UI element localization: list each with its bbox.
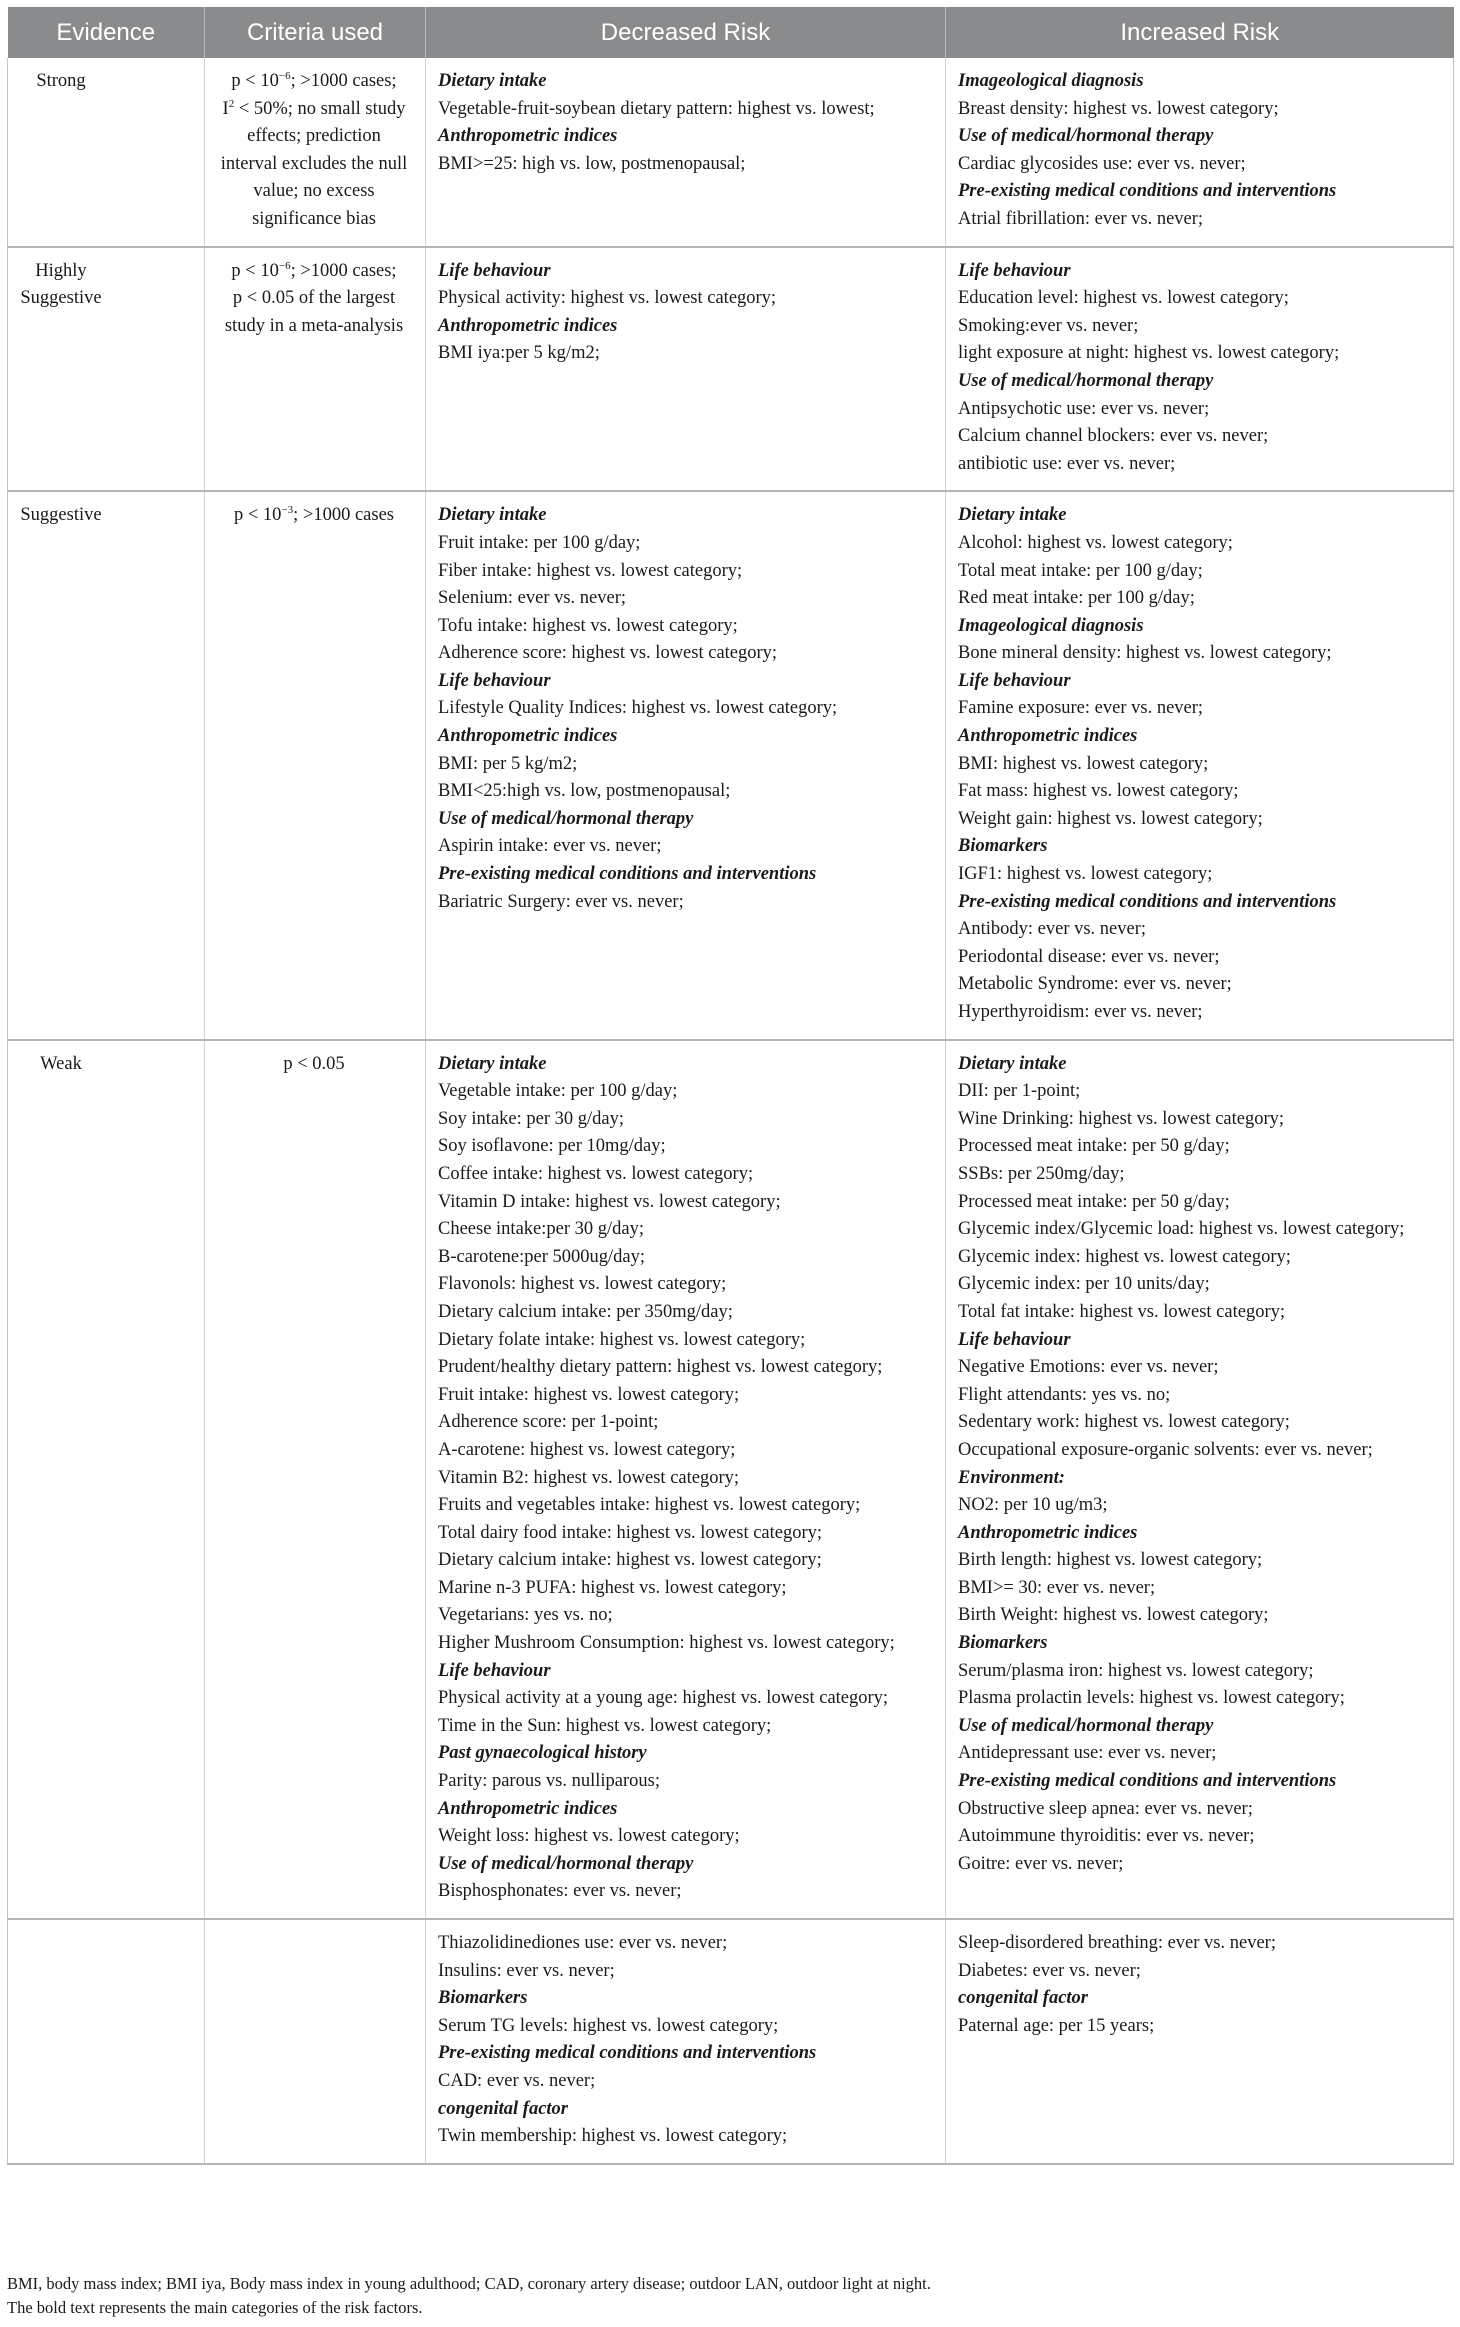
criteria-i2-exponent: 2 (228, 97, 235, 110)
risk-category-heading: congenital factor (438, 2098, 569, 2119)
risk-category-heading: Biomarkers (958, 1633, 1048, 1654)
risk-factor-item: BMI: highest vs. lowest category; (958, 753, 1209, 774)
risk-factor-item: A-carotene: highest vs. lowest category; (438, 1439, 736, 1460)
risk-category-heading: Use of medical/hormonal therapy (438, 1853, 694, 1874)
risk-factor-item: antibiotic use: ever vs. never; (958, 453, 1176, 474)
risk-factor-item: Adherence score: highest vs. lowest category; (438, 643, 778, 664)
criteria-p-exponent: −6 (278, 259, 291, 272)
risk-factor-item: Dietary calcium intake: per 350mg/day; (438, 1301, 733, 1322)
risk-factor-item: Glycemic index: highest vs. lowest category; (958, 1246, 1291, 1267)
header-evidence: Evidence (8, 7, 205, 58)
risk-category-heading: Life behaviour (958, 670, 1071, 691)
table-header (8, 7, 1454, 58)
risk-category-heading: Dietary intake (438, 71, 547, 91)
risk-factor-item: Paternal age: per 15 years; (958, 2015, 1155, 2036)
risk-factor-item: Antidepressant use: ever vs. never; (958, 1743, 1217, 1764)
risk-factor-item: Weight gain: highest vs. lowest category; (958, 808, 1263, 829)
criteria-cases: ; >1000 cases; (290, 71, 397, 91)
risk-category-heading: Dietary intake (958, 505, 1067, 526)
risk-factor-item: Serum/plasma iron: highest vs. lowest category; (958, 1660, 1314, 1681)
risk-factor-item: Alcohol: highest vs. lowest category; (958, 532, 1233, 553)
risk-factor-item: Soy isoflavone: per 10mg/day; (438, 1136, 666, 1157)
decreased-risk-cell (426, 1040, 946, 1919)
evidence-label: Strong (36, 71, 86, 91)
criteria-p: p < 10 (233, 505, 282, 526)
criteria-cases: ; >1000 cases; (290, 260, 397, 281)
risk-category-heading: Imageological diagnosis (958, 615, 1144, 636)
risk-factor-item: Flight attendants: yes vs. no; (958, 1384, 1171, 1405)
risk-factor-item: BMI<25:high vs. low, postmenopausal; (438, 781, 731, 802)
risk-category-heading: Pre-existing medical conditions and interventions (958, 891, 1337, 912)
risk-category-heading: Anthropometric indices (438, 315, 618, 336)
risk-factor-item: Atrial fibrillation: ever vs. never; (958, 208, 1204, 229)
risk-factor-item: Glycemic index: per 10 units/day; (958, 1274, 1210, 1295)
increased-risk-cell (946, 1040, 1454, 1919)
risk-factor-item: SSBs: per 250mg/day; (958, 1163, 1125, 1184)
risk-factor-item: Dietary folate intake: highest vs. lowest category; (438, 1329, 806, 1350)
risk-factor-item: Coffee intake: highest vs. lowest category; (438, 1163, 754, 1184)
evidence-cell (8, 247, 205, 492)
risk-category-heading: Life behaviour (958, 1329, 1071, 1350)
risk-category-heading: Use of medical/hormonal therapy (958, 1715, 1214, 1736)
risk-category-heading: Anthropometric indices (958, 726, 1138, 747)
risk-factor-item: Vegetable-fruit-soybean dietary pattern: highest vs. lowest; (438, 98, 875, 119)
decreased-risk-cell (426, 1919, 946, 2164)
risk-factor-item: Vegetarians: yes vs. no; (438, 1605, 613, 1626)
table-body (8, 58, 1454, 2164)
table-row (8, 1919, 1454, 2164)
risk-factor-item: Autoimmune thyroiditis: ever vs. never; (958, 1826, 1255, 1847)
risk-factor-item: Cardiac glycosides use: ever vs. never; (958, 153, 1246, 174)
risk-factor-item: Fruits and vegetables intake: highest vs. lowest category; (438, 1495, 861, 1516)
criteria-p: p < 10 (231, 71, 279, 91)
decreased-risk-cell (426, 491, 946, 1039)
header-decreased-risk: Decreased Risk (426, 7, 946, 58)
risk-factor-item: Fiber intake: highest vs. lowest category; (438, 560, 743, 581)
risk-factor-item: Plasma prolactin levels: highest vs. lowest category; (958, 1688, 1345, 1709)
table-row (8, 247, 1454, 492)
table-row (8, 491, 1454, 1039)
risk-category-heading: Use of medical/hormonal therapy (958, 126, 1214, 147)
risk-category-heading: Life behaviour (438, 260, 551, 281)
risk-factor-item: Antipsychotic use: ever vs. never; (958, 398, 1210, 419)
risk-factor-item: Adherence score: per 1-point; (438, 1412, 659, 1433)
risk-category-heading: Anthropometric indices (438, 726, 618, 747)
criteria-cases: ; >1000 cases (293, 505, 394, 526)
risk-factor-item: Famine exposure: ever vs. never; (958, 698, 1204, 719)
risk-factor-item: Physical activity at a young age: highest vs. lowest category; (438, 1688, 889, 1709)
risk-category-heading: congenital factor (958, 1988, 1089, 2009)
risk-factor-item: Birth Weight: highest vs. lowest category; (958, 1605, 1269, 1626)
evidence-cell (8, 491, 205, 1039)
risk-factor-item: Selenium: ever vs. never; (438, 588, 627, 609)
criteria-rest: < 50%; no small study effects; prediction interval excludes the null value; no excess significance bias (220, 98, 408, 229)
risk-factor-item: Bisphosphonates: ever vs. never; (438, 1881, 682, 1902)
footnote-bold-text: The bold text represents the main categories of the risk factors. (7, 2297, 423, 2317)
risk-factor-item: Diabetes: ever vs. never; (958, 1960, 1141, 1981)
risk-factor-item: Flavonols: highest vs. lowest category; (438, 1274, 727, 1295)
table-row (8, 1040, 1454, 1919)
risk-category-heading: Environment: (958, 1467, 1065, 1488)
risk-factor-item: BMI: per 5 kg/m2; (438, 753, 578, 774)
risk-factor-item: Cheese intake:per 30 g/day; (438, 1219, 645, 1240)
risk-factor-item: Higher Mushroom Consumption: highest vs. lowest category; (438, 1633, 895, 1654)
criteria-p: p < 10 (231, 260, 279, 281)
risk-factor-item: Bone mineral density: highest vs. lowest category; (958, 643, 1332, 664)
criteria-cell (205, 247, 426, 492)
risk-factor-item: Glycemic index/Glycemic load: highest vs. lowest category; (958, 1219, 1405, 1240)
footnote-abbreviations: BMI, body mass index; BMI iya, Body mass index in young adulthood; CAD, coronary artery disease; outdoor LAN, outdoor light at night. (7, 2274, 931, 2293)
table-row (8, 58, 1454, 247)
risk-factor-item: Vitamin B2: highest vs. lowest category; (438, 1467, 740, 1488)
risk-factor-item: Parity: parous vs. nulliparous; (438, 1771, 660, 1792)
risk-factor-item: Total fat intake: highest vs. lowest category; (958, 1301, 1285, 1322)
risk-factor-item: Serum TG levels: highest vs. lowest category; (438, 2015, 779, 2036)
risk-factor-item: BMI iya:per 5 kg/m2; (438, 343, 600, 364)
risk-factor-item: CAD: ever vs. never; (438, 2070, 596, 2091)
table-footnotes (7, 2272, 1453, 2319)
risk-factor-item: Total dairy food intake: highest vs. lowest category; (438, 1522, 823, 1543)
risk-category-heading: Imageological diagnosis (958, 71, 1144, 91)
risk-factor-item: Fruit intake: per 100 g/day; (438, 532, 641, 553)
risk-factor-item: light exposure at night: highest vs. lowest category; (958, 343, 1340, 364)
risk-category-heading: Anthropometric indices (438, 126, 618, 147)
decreased-risk-cell (426, 247, 946, 492)
risk-factor-item: Goitre: ever vs. never; (958, 1853, 1124, 1874)
increased-risk-cell (946, 491, 1454, 1039)
risk-factor-item: BMI>= 30: ever vs. never; (958, 1577, 1156, 1598)
risk-factor-item: Insulins: ever vs. never; (438, 1960, 615, 1981)
increased-risk-cell (946, 58, 1454, 247)
evidence-cell (8, 1919, 205, 2164)
risk-factor-item: Physical activity: highest vs. lowest category; (438, 288, 777, 309)
risk-factor-item: Breast density: highest vs. lowest category; (958, 98, 1279, 119)
risk-factor-item: Total meat intake: per 100 g/day; (958, 560, 1203, 581)
risk-factor-item: Metabolic Syndrome: ever vs. never; (958, 974, 1232, 995)
risk-category-heading: Life behaviour (438, 670, 551, 691)
criteria-p-exponent: −6 (278, 69, 291, 82)
risk-factor-item: Fat mass: highest vs. lowest category; (958, 781, 1239, 802)
risk-factor-item: Antibody: ever vs. never; (958, 919, 1147, 940)
evidence-label: Suggestive (20, 505, 102, 526)
risk-factor-item: Weight loss: highest vs. lowest category; (438, 1826, 740, 1847)
header-increased-risk: Increased Risk (946, 7, 1454, 58)
risk-factor-item: Soy intake: per 30 g/day; (438, 1108, 624, 1129)
risk-factor-item: Obstructive sleep apnea: ever vs. never; (958, 1798, 1253, 1819)
risk-category-heading: Dietary intake (438, 505, 547, 526)
increased-risk-cell (946, 247, 1454, 492)
risk-factor-item: Processed meat intake: per 50 g/day; (958, 1191, 1230, 1212)
risk-factor-item: Sedentary work: highest vs. lowest category; (958, 1412, 1290, 1433)
risk-factor-item: Education level: highest vs. lowest category; (958, 288, 1289, 309)
header-criteria: Criteria used (205, 7, 426, 58)
risk-factor-item: Twin membership: highest vs. lowest category; (438, 2126, 788, 2147)
risk-factor-item: Prudent/healthy dietary pattern: highest vs. lowest category; (438, 1357, 883, 1378)
risk-category-heading: Use of medical/hormonal therapy (438, 808, 694, 829)
risk-category-heading: Life behaviour (438, 1660, 551, 1681)
criteria-p: p < 0.05 (283, 1053, 345, 1074)
increased-risk-cell (946, 1919, 1454, 2164)
evidence-label: Highly Suggestive (20, 260, 102, 309)
criteria-cell (205, 58, 426, 247)
criteria-cell (205, 1040, 426, 1919)
risk-factor-item: Vitamin D intake: highest vs. lowest category; (438, 1191, 781, 1212)
risk-factor-item: Wine Drinking: highest vs. lowest category; (958, 1108, 1285, 1129)
risk-category-heading: Life behaviour (958, 260, 1071, 281)
risk-factor-item: Thiazolidinediones use: ever vs. never; (438, 1933, 728, 1953)
risk-factor-item: NO2: per 10 ug/m3; (958, 1495, 1108, 1516)
risk-factor-item: Hyperthyroidism: ever vs. never; (958, 1002, 1203, 1022)
risk-factor-item: Sleep-disordered breathing: ever vs. never; (958, 1933, 1276, 1953)
risk-factor-item: Red meat intake: per 100 g/day; (958, 588, 1195, 609)
risk-factor-item: IGF1: highest vs. lowest category; (958, 864, 1213, 885)
risk-category-heading: Dietary intake (958, 1053, 1067, 1074)
risk-factor-item: Lifestyle Quality Indices: highest vs. lowest category; (438, 698, 838, 719)
risk-factor-item: Calcium channel blockers: ever vs. never; (958, 426, 1269, 447)
criteria-rest: p < 0.05 of the largest study in a meta-analysis (224, 288, 404, 336)
risk-factor-item: Marine n-3 PUFA: highest vs. lowest category; (438, 1577, 787, 1598)
risk-factor-item: Tofu intake: highest vs. lowest category; (438, 615, 738, 636)
risk-factor-table (7, 7, 1454, 2165)
risk-factor-item: Time in the Sun: highest vs. lowest category; (438, 1715, 772, 1736)
risk-factor-item: B-carotene:per 5000ug/day; (438, 1246, 646, 1267)
evidence-label: Weak (40, 1053, 82, 1074)
criteria-cell (205, 1919, 426, 2164)
risk-category-heading: Pre-existing medical conditions and interventions (958, 181, 1337, 202)
evidence-cell (8, 1040, 205, 1919)
risk-category-heading: Biomarkers (958, 836, 1048, 857)
risk-factor-item: Fruit intake: highest vs. lowest category; (438, 1384, 740, 1405)
risk-factor-item: Dietary calcium intake: highest vs. lowest category; (438, 1550, 822, 1571)
criteria-cell (205, 491, 426, 1039)
criteria-p-exponent: −3 (281, 504, 294, 517)
risk-factor-item: Smoking:ever vs. never; (958, 315, 1139, 336)
risk-factor-item: Periodontal disease: ever vs. never; (958, 946, 1220, 967)
risk-category-heading: Pre-existing medical conditions and interventions (958, 1771, 1337, 1792)
risk-category-heading: Past gynaecological history (438, 1743, 647, 1764)
evidence-cell (8, 58, 205, 247)
risk-category-heading: Dietary intake (438, 1053, 547, 1074)
risk-factor-item: Processed meat intake: per 50 g/day; (958, 1136, 1230, 1157)
risk-factor-item: Occupational exposure-organic solvents: ever vs. never; (958, 1439, 1373, 1460)
risk-factor-item: Birth length: highest vs. lowest category; (958, 1550, 1263, 1571)
risk-category-heading: Pre-existing medical conditions and interventions (438, 864, 817, 885)
risk-category-heading: Anthropometric indices (958, 1522, 1138, 1543)
risk-category-heading: Pre-existing medical conditions and interventions (438, 2043, 817, 2064)
risk-factor-item: Negative Emotions: ever vs. never; (958, 1357, 1219, 1378)
criteria-i2: I (222, 98, 229, 119)
risk-category-heading: Biomarkers (438, 1988, 528, 2009)
risk-factor-item: Bariatric Surgery: ever vs. never; (438, 891, 684, 912)
risk-factor-item: DII: per 1-point; (958, 1081, 1081, 1102)
risk-category-heading: Use of medical/hormonal therapy (958, 370, 1214, 391)
risk-factor-item: Aspirin intake: ever vs. never; (438, 836, 662, 857)
risk-factor-item: BMI>=25: high vs. low, postmenopausal; (438, 153, 746, 174)
risk-factor-item: Vegetable intake: per 100 g/day; (438, 1081, 678, 1102)
decreased-risk-cell (426, 58, 946, 247)
risk-category-heading: Anthropometric indices (438, 1798, 618, 1819)
